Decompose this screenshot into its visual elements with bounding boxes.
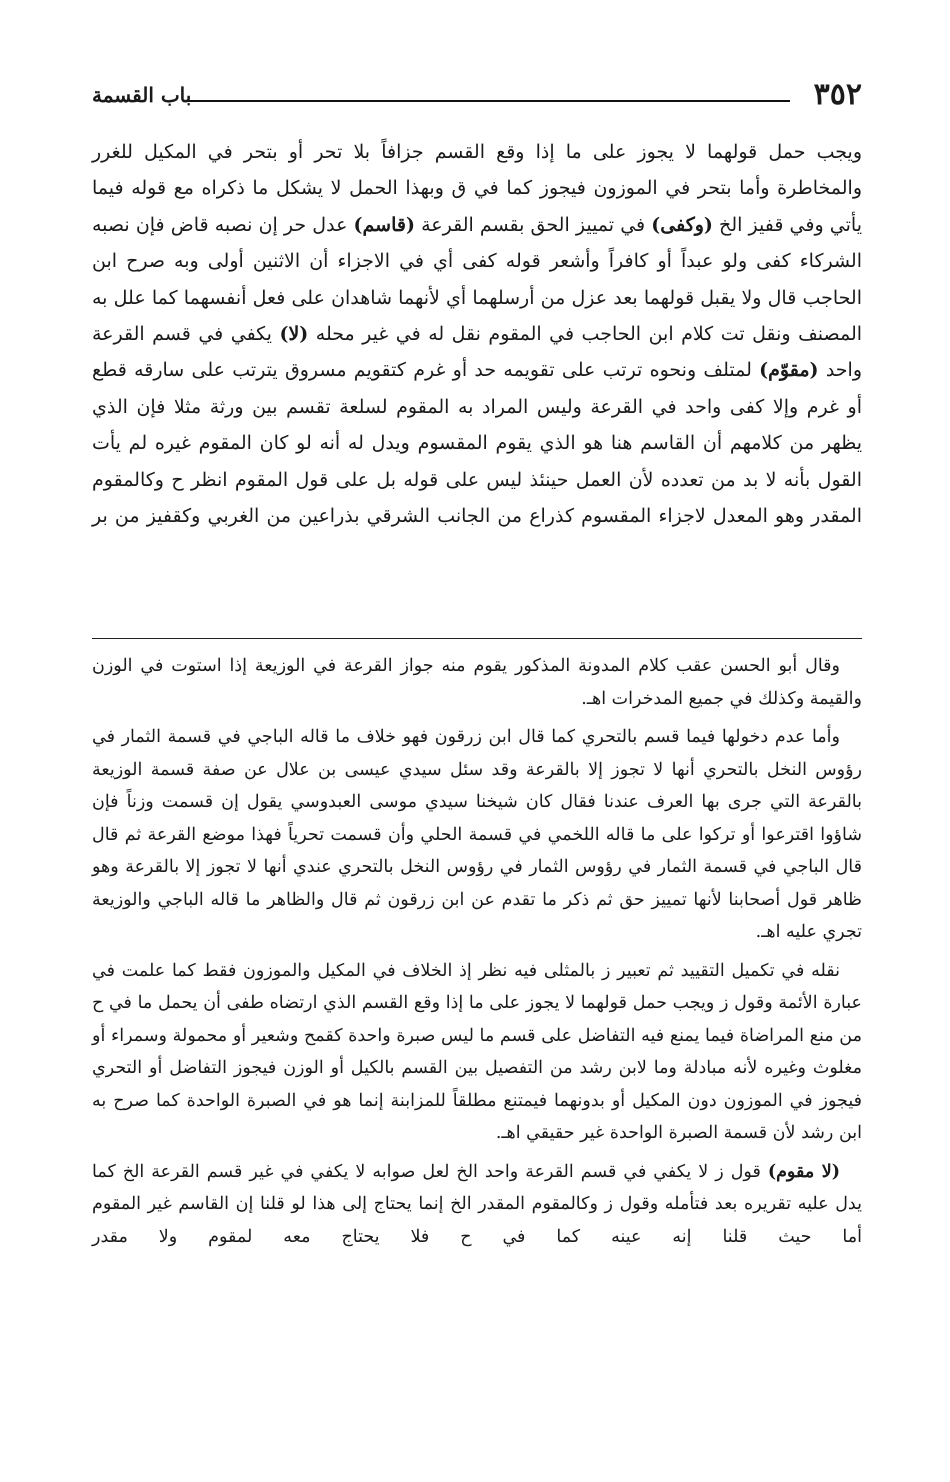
footnotes: [92, 650, 862, 1259]
bold-term: (لا مقوم): [767, 1161, 840, 1182]
footnote-paragraph: وأما عدم دخولها فيما قسم بالتحري كما قال ابن زرقون فهو خلاف ما قاله الباجي في قسمة الثمار في رؤوس النخل بالتحري أنها لا تجوز إلا بالقرعة وقد سئل سيدي عيسى بن علال عن صفة قسمة الوزيعة بالقرعة التي جرى بها العرف عندنا فقال كان شيخنا سيدي موسى العبدوسي يقول إن قسمت وزناً فإن شاؤوا اقترعوا أو تركوا على ما قاله اللخمي في قسمة الحلي وأن قسمت تحرياً فهذا موضع القرعة ثم قال قال الباجي في قسمة الثمار في رؤوس الثمار في رؤوس النخل بالتحري عندي أنها لا تجوز إلا بالقرعة وهو ظاهر قول أصحابنا لأنها تمييز حق ثم ذكر ما تقدم عن ابن زرقون ثم قال والظاهر ما قاله الباجي والوزيعة تجري عليه اهـ.: [92, 727, 862, 942]
bold-term: (مقوّم): [759, 359, 819, 382]
footnote-paragraph: نقله في تكميل التقييد ثم تعبير ز بالمثلى فيه نظر إذ الخلاف في المكيل والموزون فقط كما علمت في عبارة الأئمة وقول ز ويجب حمل قولهما لا يجوز على ما إذا وقع القسم الذي ارتضاه طفى أن يحمل ما في ح من منع المراضاة فيما يمنع فيه التفاضل على قسم ما ليس صبرة واحدة كقمح وشعير أو محمولة وسمراء أو مغلوث وغيره لأنه مبادلة وما لابن رشد من التفصيل بين القسم بالكيل أو الوزن فيجوز التفاضل أو التحري فيجوز في الموزون دون المكيل أو بدونهما فيمتنع مطلقاً للمزابنة إنما هو في الصبرة الواحدة كما صرح به ابن رشد لأن قسمة الصبرة الواحدة غير حقيقي اهـ.: [92, 960, 862, 1143]
footnote-paragraph: [92, 1156, 862, 1254]
footnote-divider: [92, 638, 862, 639]
bold-term: (وكفى): [651, 213, 713, 236]
text-segment: ويجب حمل قولهما لا يجوز على ما إذا وقع القسم جزافاً بلا تحر أو بتحر في المكيل للغرر والمخاطرة وأما بتحر في الموزون فيجوز كما في ق وبهذا الحمل لا يشكل ما ذكراه مع قوله فيما يأتي وفي قفيز الخ: [92, 141, 862, 236]
bold-term: (قاسم): [353, 213, 415, 236]
text-segment: لمتلف ونحوه ترتب على تقويمه حد أو غرم كتقويم مسروق يترتب على سارقه قطع أو غرم وإلا كفى واحد في القرعة وليس المراد به المقوم لسلعة تقسم بين ورثة مثلا فإن الذي يظهر من كلامهم أن القاسم هنا هو الذي يقوم المقسوم ويدل له أنه لو كان المقوم غيره لم يأت القول بأنه لا بد من تعدده لأن العمل حينئذ ليس على قوله بل على قول المقوم انظر ح وكالمقوم المقدر وهو المعدل لاجزاء المقسوم كذراع من الجانب الشرقي بذراعين من الغربي وكقفيز من بر: [92, 359, 862, 528]
text-segment: عدل حر إن نصبه قاض فإن نصبه الشركاء كفى ولو عبداً أو كافراً وأشعر قوله كفى أي في الاجزاء أن الاثنين أولى وبه صرح ابن الحاجب قال ولا يقبل قولهما بعد عزل من أرسلهما أي لأنهما شاهدان على فعل أنفسهما كما علل به المصنف ونقل تت كلام ابن الحاجب في المقوم نقل له في غير محله: [92, 213, 863, 346]
bold-term: (لا): [279, 323, 309, 346]
text-segment: في تمييز الحق بقسم القرعة: [414, 213, 652, 236]
main-paragraph: [92, 134, 862, 534]
main-text: [92, 134, 862, 534]
running-header: [92, 76, 862, 116]
footnote-paragraph: وقال أبو الحسن عقب كلام المدونة المذكور يقوم منه جواز القرعة في الوزيعة إذا استوت في الوزن والقيمة وكذلك في جميع المدخرات اهـ.: [92, 656, 862, 709]
text-segment: قول ز لا يكفي في قسم القرعة واحد الخ لعل صوابه لا يكفي في غير قسم القرعة الخ كما يدل عليه تقريره بعد فتأمله وقول ز وكالمقوم المقدر الخ إنما يحتاج إلى هذا لو قلنا إن القاسم غير المقوم أما حيث قلنا إنه عينه كما في ح فلا يحتاج معه لمقوم ولا مقدر: [92, 1161, 862, 1247]
page-number: ٣٥٢: [813, 77, 862, 112]
chapter-title: باب القسمة: [92, 83, 192, 107]
text-segment: يكفي في قسم القرعة واحد: [92, 323, 862, 382]
header-rule: [187, 100, 790, 102]
